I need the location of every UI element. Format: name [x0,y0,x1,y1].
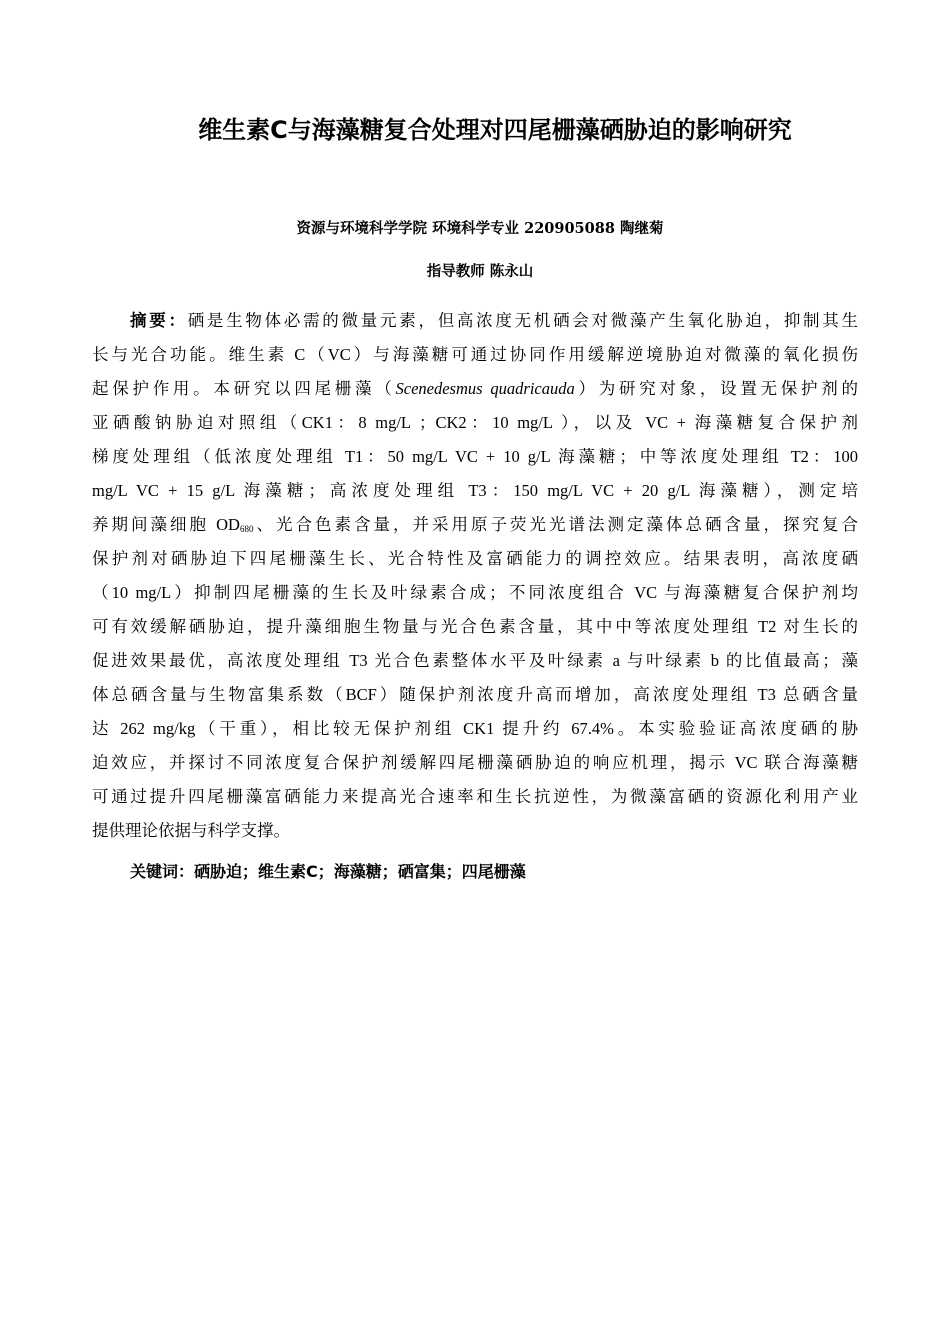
abstract-line: 可有效缓解硒胁迫，提升藻细胞生物量与光合色素含量，其中中等浓度处理组 T2 对生长的 [92,617,858,636]
abstract-line: mg/L VC + 15 g/L 海藻糖；高浓度处理组 T3：150 mg/L VC + 20 g/L 海藻糖），测定培 [92,481,858,500]
abstract-line: 保护剂对硒胁迫下四尾栅藻生长、光合特性及富硒能力的调控效应。结果表明，高浓度硒 [92,549,858,568]
abstract-block [92,304,858,848]
advisor-line: 指导教师 陈永山 [426,263,534,280]
abstract-line: 达 262 mg/kg（干重），相比较无保护剂组 CK1 提升约 67.4%。本实验验证高浓度硒的胁 [92,719,858,738]
abstract-line: 长与光合功能。维生素 C（VC）与海藻糖可通过协同作用缓解逆境胁迫对微藻的氧化损伤 [92,345,858,364]
abstract-label: 摘要： [130,311,188,330]
abstract-line: 提供理论依据与科学支撑。 [92,821,290,840]
abstract-text: 、光合色素含量，并采用原子荧光光谱法测定藻体总硒含量，探究复合 [253,515,858,534]
abstract-text: ）为研究对象，设置无保护剂的 [574,379,859,398]
abstract-line: 体总硒含量与生物富集系数（BCF）随保护剂浓度升高而增加，高浓度处理组 T3 总硒含量 [92,685,858,704]
od-subscript: 680 [239,524,254,534]
page-title: 维生素C与海藻糖复合处理对四尾栅藻硒胁迫的影响研究 [198,116,792,144]
author-line: 资源与环境科学学院 环境科学专业 220905088 陶继菊 [296,220,664,237]
abstract-line [92,508,858,542]
abstract-line: （10 mg/L）抑制四尾栅藻的生长及叶绿素合成；不同浓度组合 VC 与海藻糖复合保护剂均 [92,583,858,602]
abstract-text: 养期间藻细胞 OD [92,515,240,534]
abstract-line: 促进效果最优，高浓度处理组 T3 光合色素整体水平及叶绿素 a 与叶绿素 b 的比值最高；藻 [92,651,858,670]
abstract-line: 梯度处理组（低浓度处理组 T1：50 mg/L VC + 10 g/L 海藻糖；中等浓度处理组 T2：100 [92,447,858,466]
abstract-line: 亚硒酸钠胁迫对照组（CK1：8 mg/L ；CK2：10 mg/L ），以及 VC + 海藻糖复合保护剂 [92,413,858,432]
abstract-text: 起保护作用。本研究以四尾栅藻（ [92,379,396,398]
abstract-text: 硒是生物体必需的微量元素，但高浓度无机硒会对微藻产生氧化胁迫，抑制其生 [187,311,859,330]
species-name: Scenedesmus quadricauda [395,379,575,398]
keywords-line: 关键词：硒胁迫；维生素C；海藻糖；硒富集；四尾栅藻 [130,862,526,881]
abstract-line [92,372,858,406]
abstract-line: 迫效应，并探讨不同浓度复合保护剂缓解四尾栅藻硒胁迫的响应机理，揭示 VC 联合海藻糖 [92,753,858,772]
abstract-line [92,304,858,338]
abstract-line: 可通过提升四尾栅藻富硒能力来提高光合速率和生长抗逆性，为微藻富硒的资源化利用产业 [92,787,858,806]
